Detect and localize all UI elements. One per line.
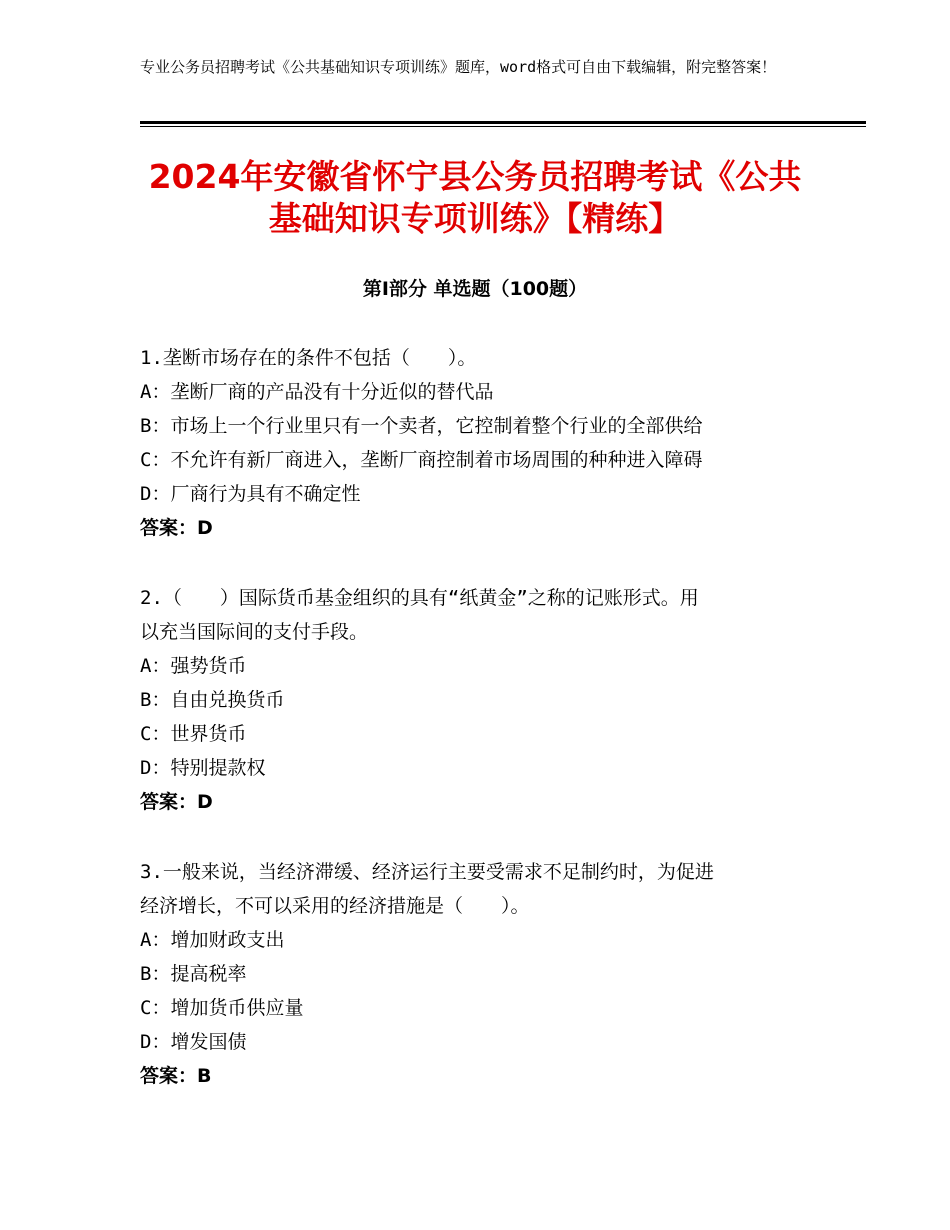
header-rule-thick [140, 121, 866, 124]
option-c: C：世界货币 [140, 723, 247, 745]
option-c: C：不允许有新厂商进入，垄断厂商控制着市场周围的种种进入障碍 [140, 449, 703, 471]
document-title [120, 156, 830, 240]
title-line-1: 2024年安徽省怀宁县公务员招聘考试《公共 [148, 157, 802, 196]
question-stem: 2.（ ）国际货币基金组织的具有“纸黄金”之称的记账形式。用 [140, 587, 699, 609]
option-b: B：提高税率 [140, 963, 247, 985]
option-d: D：厂商行为具有不确定性 [140, 483, 361, 505]
answer: 答案：D [140, 517, 213, 539]
title-line-2: 基础知识专项训练》【精练】 [268, 199, 682, 238]
option-c: C：增加货币供应量 [140, 997, 304, 1019]
option-a: A：增加财政支出 [140, 929, 285, 951]
question-stem: 3.一般来说，当经济滞缓、经济运行主要受需求不足制约时，为促进 [140, 861, 714, 883]
answer: 答案：D [140, 791, 213, 813]
question-stem-continued: 经济增长，不可以采用的经济措施是（ ）。 [140, 895, 530, 917]
question-3 [140, 855, 810, 1093]
question-stem-continued: 以充当国际间的支付手段。 [140, 621, 369, 643]
question-stem: 1.垄断市场存在的条件不包括（ ）。 [140, 347, 477, 369]
answer: 答案：B [140, 1065, 212, 1087]
question-list [140, 341, 810, 1129]
option-d: D：特别提款权 [140, 757, 266, 779]
header-rule-thin [140, 126, 866, 127]
question-1 [140, 341, 810, 545]
option-a: A：强势货币 [140, 655, 247, 677]
option-b: B：自由兑换货币 [140, 689, 285, 711]
question-2 [140, 581, 810, 819]
header-note: 专业公务员招聘考试《公共基础知识专项训练》题库，word格式可自由下载编辑，附完整答案！ [140, 58, 777, 76]
option-b: B：市场上一个行业里只有一个卖者，它控制着整个行业的全部供给 [140, 415, 703, 437]
section-title: 第Ⅰ部分 单选题（100题） [362, 278, 588, 300]
option-d: D：增发国债 [140, 1031, 247, 1053]
option-a: A：垄断厂商的产品没有十分近似的替代品 [140, 381, 494, 403]
